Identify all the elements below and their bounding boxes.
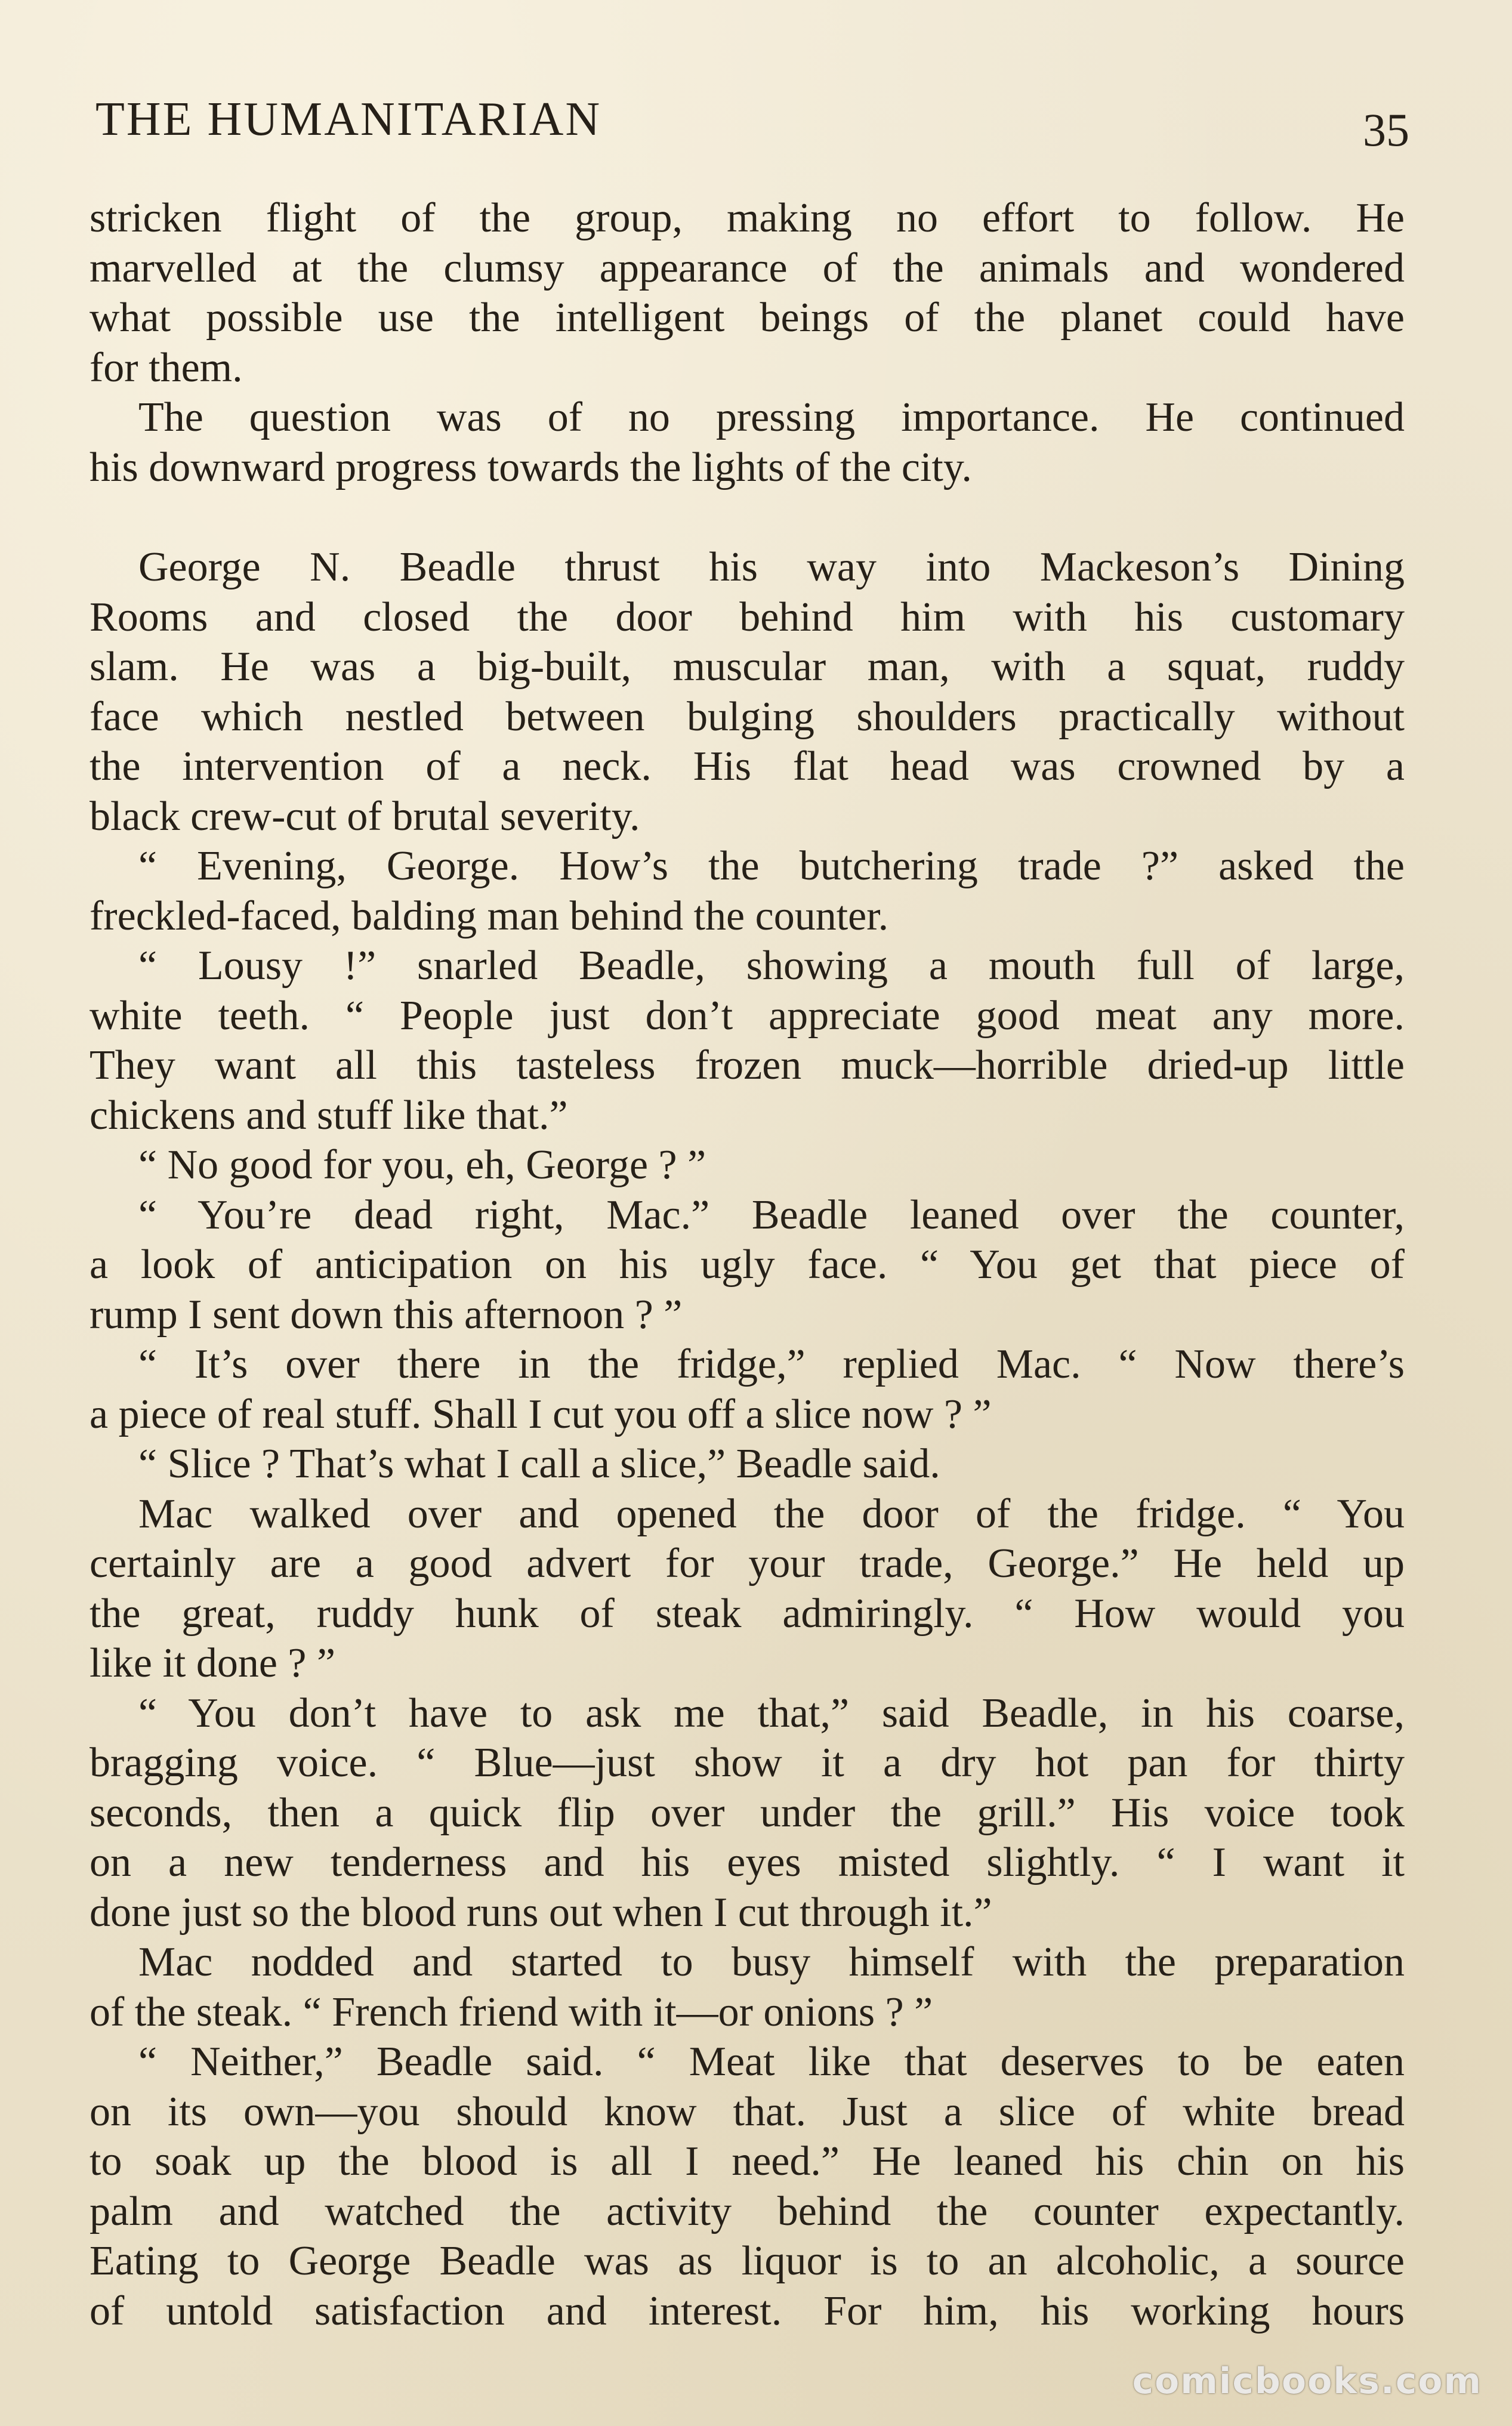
text-line: “ Slice ? That’s what I call a slice,” Beadle said. xyxy=(138,1441,940,1487)
text-line: “ It’s over there in the fridge,” replied Mac. “ Now there’s xyxy=(138,1341,1405,1387)
text-line: like it done ? ” xyxy=(90,1640,336,1686)
text-line: Rooms and closed the door behind him with his customary xyxy=(90,594,1405,640)
text-line: stricken flight of the group, making no effort to follow. He xyxy=(90,195,1405,241)
text-line: “ No good for you, eh, George ? ” xyxy=(138,1142,706,1188)
text-line: palm and watched the activity behind the counter expectantly. xyxy=(90,2188,1405,2234)
text-line: on its own—you should know that. Just a slice of white bread xyxy=(90,2088,1405,2135)
text-line: “ Evening, George. How’s the butchering trade ?” asked the xyxy=(138,843,1405,889)
text-line: Mac walked over and opened the door of the fridge. “ You xyxy=(138,1490,1405,1537)
text-line: a look of anticipation on his ugly face. “ You get that piece of xyxy=(90,1242,1405,1288)
text-line: freckled-faced, balding man behind the counter. xyxy=(90,893,889,939)
text-line: white teeth. “ People just don’t appreciate good meat any more. xyxy=(90,992,1405,1039)
text-line: marvelled at the clumsy appearance of the animals and wondered xyxy=(90,245,1405,291)
text-line: of the steak. “ French friend with it—or onions ? ” xyxy=(90,1989,933,2035)
text-line: what possible use the intelligent beings of the planet could have xyxy=(90,295,1405,341)
text-line: “ You’re dead right, Mac.” Beadle leaned over the counter, xyxy=(138,1192,1405,1238)
text-line: “ You don’t have to ask me that,” said Beadle, in his coarse, xyxy=(138,1690,1405,1736)
running-head xyxy=(95,89,1409,156)
text-line: his downward progress towards the lights of the city. xyxy=(90,444,972,490)
text-line: the great, ruddy hunk of steak admiringly. “ How would you xyxy=(90,1590,1405,1637)
watermark: comicbooks.com xyxy=(1132,2360,1482,2402)
text-line: done just so the blood runs out when I cut through it.” xyxy=(90,1889,992,1936)
text-line: black crew-cut of brutal severity. xyxy=(90,793,640,839)
page-number: 35 xyxy=(1363,104,1409,156)
text-line: “ Neither,” Beadle said. “ Meat like that deserves to be eaten xyxy=(138,2039,1405,2085)
text-line: certainly are a good advert for your trade, George.” He held up xyxy=(90,1541,1405,1587)
text-line: Eating to George Beadle was as liquor is to an alcoholic, a source xyxy=(90,2238,1405,2284)
text-line: The question was of no pressing importance. He continued xyxy=(138,394,1405,440)
text-line: “ Lousy !” snarled Beadle, showing a mouth full of large, xyxy=(138,943,1405,989)
text-line: rump I sent down this afternoon ? ” xyxy=(90,1291,683,1338)
text-line: George N. Beadle thrust his way into Mackeson’s Dining xyxy=(138,544,1405,590)
text-line: They want all this tasteless frozen muck—horrible dried-up little xyxy=(90,1042,1405,1088)
text-line: face which nestled between bulging shoulders practically without xyxy=(90,693,1405,740)
text-line: the intervention of a neck. His flat head was crowned by a xyxy=(90,743,1405,789)
text-line: on a new tenderness and his eyes misted slightly. “ I want it xyxy=(90,1839,1405,1885)
text-line: to soak up the blood is all I need.” He leaned his chin on his xyxy=(90,2138,1405,2184)
text-line: of untold satisfaction and interest. For him, his working hours xyxy=(90,2288,1405,2334)
text-line: bragging voice. “ Blue—just show it a dry hot pan for thirty xyxy=(90,1740,1405,1786)
text-line: seconds, then a quick flip over under the grill.” His voice took xyxy=(90,1789,1405,1836)
body-text xyxy=(90,193,1405,2336)
section-break xyxy=(90,492,1405,542)
text-line: Mac nodded and started to busy himself with the preparation xyxy=(138,1939,1405,1985)
running-title: THE HUMANITARIAN xyxy=(95,93,602,146)
text-line: a piece of real stuff. Shall I cut you off a slice now ? ” xyxy=(90,1391,992,1437)
text-line: slam. He was a big-built, muscular man, with a squat, ruddy xyxy=(90,644,1405,690)
text-line: chickens and stuff like that.” xyxy=(90,1092,568,1138)
text-line: for them. xyxy=(90,344,243,391)
